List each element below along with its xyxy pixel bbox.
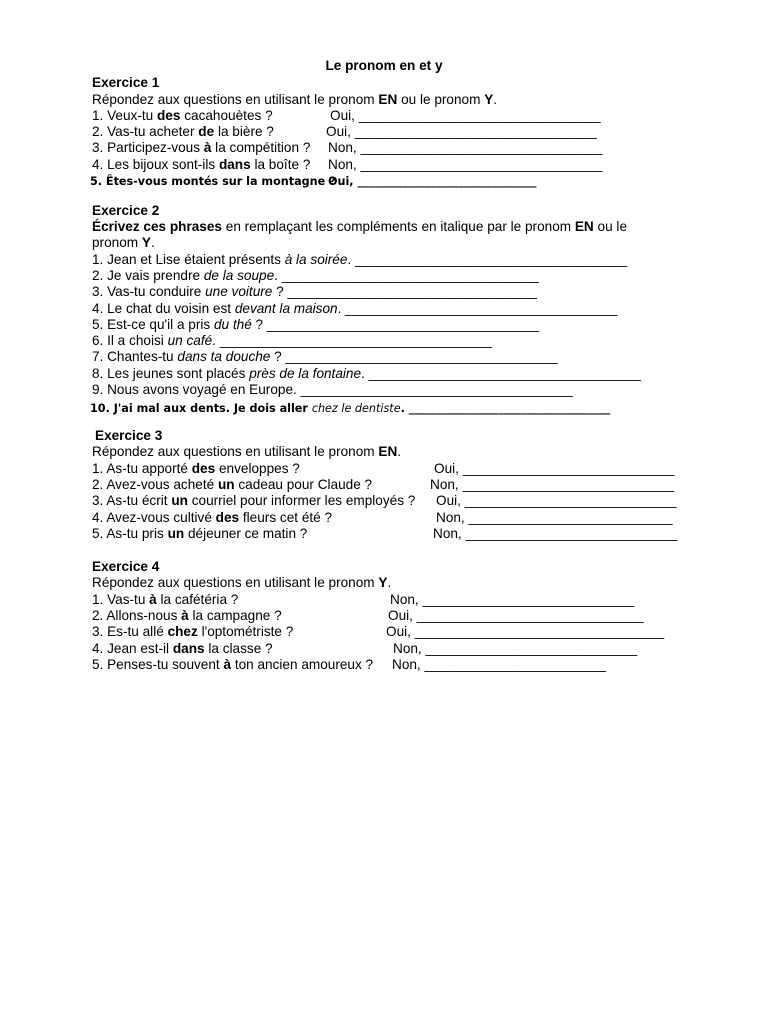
exercise-2-instructions-line-2: pronom Y. [92, 235, 155, 250]
exercise-2-sentence-8[interactable]: 8. Les jeunes sont placés près de la fontaine. ____________________________________ [92, 366, 641, 381]
exercise-3-question-1: 1. As-tu apporté des enveloppes ? [92, 461, 300, 476]
exercise-2-sentence-9[interactable]: 9. Nous avons voyagé en Europe. ____________________________________ [92, 382, 573, 397]
exercise-3-question-5: 5. As-tu pris un déjeuner ce matin ? [92, 526, 308, 541]
exercise-4-question-3: 3. Es-tu allé chez l'optométriste ? [92, 624, 294, 639]
exercise-2-sentence-6[interactable]: 6. Il a choisi un café. ____________________________________ [92, 333, 492, 348]
exercise-4-question-2: 2. Allons-nous à la campagne ? [92, 608, 282, 623]
exercise-3-answer-4[interactable]: Non, ___________________________ [436, 510, 673, 525]
exercise-2-instructions-line-1: Écrivez ces phrases en remplaçant les compléments en italique par le pronom EN ou le [92, 219, 628, 234]
exercise-1-question-4: 4. Les bijoux sont-ils dans la boîte ? [92, 157, 311, 172]
exercise-3-answer-5[interactable]: Non, ____________________________ [433, 526, 678, 541]
exercise-1-question-3: 3. Participez-vous à la compétition ? [92, 140, 311, 155]
exercise-1-question-5: 5. Êtes-vous montés sur la montagne ? [90, 175, 336, 188]
exercise-3-question-2: 2. Avez-vous acheté un cadeau pour Claude ? [92, 477, 373, 492]
exercise-1-answer-4[interactable]: Non, ________________________________ [328, 157, 603, 172]
exercise-1-answer-1[interactable]: Oui, ________________________________ [330, 108, 601, 123]
exercise-1-instructions: Répondez aux questions en utilisant le pronom EN ou le pronom Y. [92, 92, 498, 107]
exercise-3-answer-3[interactable]: Oui, ____________________________ [436, 493, 677, 508]
exercise-2-sentence-4[interactable]: 4. Le chat du voisin est devant la maison. ____________________________________ [92, 301, 618, 316]
exercise-3-instructions: Répondez aux questions en utilisant le pronom EN. [92, 444, 402, 459]
exercise-4-answer-1[interactable]: Non, ____________________________ [390, 592, 635, 607]
exercise-4-answer-3[interactable]: Oui, _________________________________ [386, 624, 665, 639]
exercise-1-question-1: 1. Veux-tu des cacahouètes ? [92, 108, 273, 123]
exercise-2-sentence-5[interactable]: 5. Est-ce qu'il a pris du thé ? ____________________________________ [92, 317, 540, 332]
exercise-4-question-5: 5. Penses-tu souvent à ton ancien amoureux ? [92, 657, 374, 672]
exercise-1-answer-3[interactable]: Non, ________________________________ [328, 140, 603, 155]
exercise-1-heading: Exercice 1 [92, 75, 160, 90]
exercise-2-sentence-2[interactable]: 2. Je vais prendre de la soupe. __________________________________ [92, 268, 539, 283]
exercise-2-sentence-10[interactable]: 10. J'ai mal aux dents. Je dois aller chez le dentiste. ____________________________________ [90, 402, 611, 415]
exercise-4-heading: Exercice 4 [92, 559, 160, 574]
worksheet-title: Le pronom en et y [325, 58, 443, 73]
exercise-1-question-2: 2. Vas-tu acheter de la bière ? [92, 124, 274, 139]
exercise-4-question-1: 1. Vas-tu à la cafétéria ? [92, 592, 239, 607]
exercise-1-answer-2[interactable]: Oui, ________________________________ [326, 124, 597, 139]
exercise-2-sentence-3[interactable]: 3. Vas-tu conduire une voiture ? _________________________________ [92, 284, 537, 299]
exercise-3-heading: Exercice 3 [95, 428, 163, 443]
exercise-3-answer-2[interactable]: Non, ____________________________ [430, 477, 675, 492]
exercise-4-answer-5[interactable]: Non, ________________________ [392, 657, 606, 672]
exercise-2-sentence-7[interactable]: 7. Chantes-tu dans ta douche ? ____________________________________ [92, 349, 558, 364]
exercise-2-heading: Exercice 2 [92, 203, 160, 218]
exercise-3-question-4: 4. Avez-vous cultivé des fleurs cet été ? [92, 510, 333, 525]
exercise-3-question-3: 3. As-tu écrit un courriel pour informer les employés ? [92, 493, 416, 508]
exercise-4-instructions: Répondez aux questions en utilisant le pronom Y. [92, 575, 392, 590]
exercise-1-answer-5[interactable]: Oui, ________________________________ [328, 175, 537, 188]
exercise-3-answer-1[interactable]: Oui, ____________________________ [434, 461, 675, 476]
exercise-4-answer-2[interactable]: Oui, ______________________________ [388, 608, 644, 623]
exercise-4-answer-4[interactable]: Non, ____________________________ [393, 641, 638, 656]
exercise-4-question-4: 4. Jean est-il dans la classe ? [92, 641, 273, 656]
exercise-2-sentence-1[interactable]: 1. Jean et Lise étaient présents à la soirée. ____________________________________ [92, 252, 628, 267]
